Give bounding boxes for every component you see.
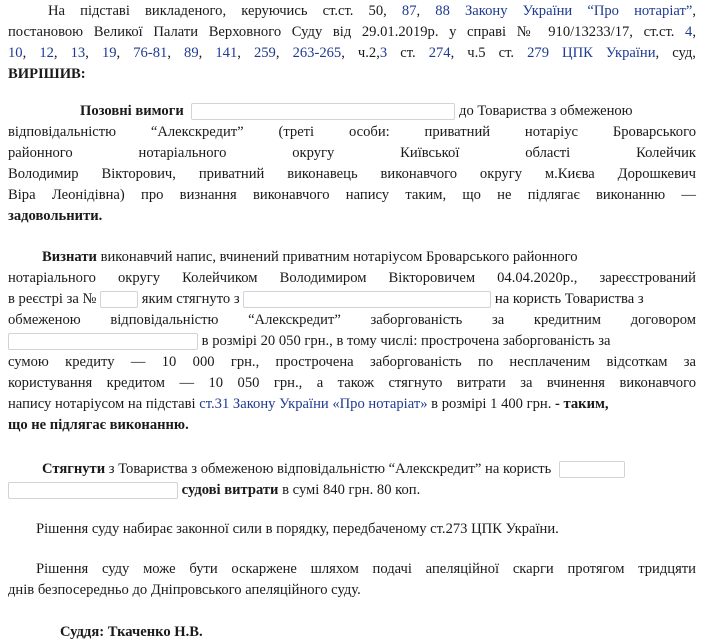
- law-link[interactable]: 141: [215, 45, 238, 61]
- law-link-art31-notariat[interactable]: ст.31 Закону України «Про нотаріат»: [199, 396, 428, 412]
- law-link-87[interactable]: 87: [401, 3, 417, 19]
- recognize-line-5: в розмірі 20 050 грн., в тому числі: прострочена заборгованість за: [8, 330, 696, 352]
- claims-text: до Товариства з обмеженою: [459, 103, 633, 119]
- law-link-274[interactable]: 274: [428, 45, 451, 61]
- claims-line-2: відповідальністю “Алекскредит” (треті особи: приватний нотаріус Броварського: [8, 124, 696, 140]
- claims-bold-start: Позовні вимоги: [80, 103, 184, 119]
- recognize-line-2: нотаріального округу Колейчиком Володимиром Вікторовичем 04.04.2020р., зареєстрований: [8, 270, 696, 286]
- recognize-line-3: в реєстрі за № яким стягнуто з на користь Товариства з: [8, 291, 644, 307]
- claims-result: задовольнити.: [8, 208, 103, 224]
- law-link[interactable]: 10: [8, 45, 23, 61]
- appeal-line-1: Рішення суду може бути оскаржене шляхом подачі апеляційної скарги протягом тридцяти: [36, 561, 696, 577]
- recognize-line-6: сумою кредиту — 10 000 грн., прострочена заборгованість по несплаченим відсоткам за: [8, 354, 696, 370]
- law-link-3[interactable]: 3: [379, 45, 388, 61]
- law-link[interactable]: 19: [101, 45, 117, 61]
- redacted-name-start: [559, 461, 625, 478]
- court-costs-label: судові витрати: [181, 482, 279, 498]
- recover-line-2: судові витрати в сумі 840 грн. 80 коп.: [8, 479, 696, 501]
- law-link-279-cpk[interactable]: 279 ЦПК України: [527, 45, 656, 61]
- law-link[interactable]: 259: [253, 45, 276, 61]
- effective-date-line: Рішення суду набирає законної сили в порядку, передбаченому ст.273 ЦПК України.: [36, 521, 559, 537]
- law-link[interactable]: 89: [184, 45, 199, 61]
- judge-signature: Суддя: Ткаченко Н.В.: [60, 624, 203, 640]
- claims-line-3: районного нотаріального округу Київської області Колейчик: [8, 145, 696, 161]
- intro-line-1: На підставі викладеного, керуючись ст.ст. 50, 87, 88 Закону України “Про нотаріат”,: [8, 0, 696, 22]
- recognize-line-7: користування кредитом — 10 050 грн., а також стягнуто витрати за вчинення виконавчого: [8, 375, 696, 391]
- recognize-result: що не підлягає виконанню.: [8, 417, 189, 433]
- recognize-line-4: обмеженою відповідальністю “Алекскредит” заборгованість за кредитним договором: [8, 312, 696, 328]
- intro-line-3: 10, 12, 13, 19, 76-81, 89, 141, 259, 263-265, ч.2,3 ст. 274, ч.5 ст. 279 ЦПК України, суд,: [8, 45, 696, 61]
- intro-text: На підставі викладеного, керуючись ст.ст. 50,: [48, 3, 387, 19]
- law-link[interactable]: 12: [39, 45, 54, 61]
- law-link[interactable]: 263-265: [292, 45, 342, 61]
- recognize-bold-start: Визнати: [42, 249, 97, 265]
- recover-line-1: Стягнути з Товариства з обмеженою відповідальністю “Алекскредит” на користь: [8, 458, 696, 480]
- recover-bold-start: Стягнути: [42, 461, 106, 477]
- decision-heading: ВИРІШИВ:: [8, 66, 86, 82]
- claims-line-4: Володимир Вікторович, приватний виконавець виконавчого округу м.Києва Дорошкевич: [8, 166, 696, 182]
- redacted-name: [191, 103, 455, 120]
- redacted-registry-number: [100, 291, 138, 308]
- recognize-line-8: напису нотаріусом на підставі ст.31 Закону України «Про нотаріат» в розмірі 1 400 грн. - таким,: [8, 396, 609, 412]
- appeal-line-2: днів безпосередньо до Дніпровського апеляційного суду.: [8, 582, 361, 598]
- redacted-contract-number: [8, 333, 198, 350]
- law-link-88-notariat[interactable]: 88 Закону України “Про нотаріат”: [435, 3, 693, 19]
- redacted-name-end: [8, 482, 178, 499]
- intro-line-2: постановою Великої Палати Верховного Суду від 29.01.2019р. у справі № 910/13233/17, ст.ст. 4,: [8, 24, 696, 40]
- law-link[interactable]: 13: [70, 45, 86, 61]
- intro-text: постановою Великої Палати Верховного Суду від 29.01.2019р. у справі № 910/13233/17, ст.ст.: [8, 24, 675, 40]
- claims-line-1: [8, 100, 696, 122]
- law-link[interactable]: 76-81: [133, 45, 168, 61]
- law-link-4[interactable]: 4: [685, 24, 693, 40]
- redacted-debtor-name: [243, 291, 491, 308]
- claims-line-5: Віра Леонідівна) про визнання виконавчого напису таким, що не підлягає виконанню —: [8, 187, 696, 203]
- recognize-line-1: Визнати виконавчий напис, вчинений приватним нотаріусом Броварського районного: [42, 249, 578, 265]
